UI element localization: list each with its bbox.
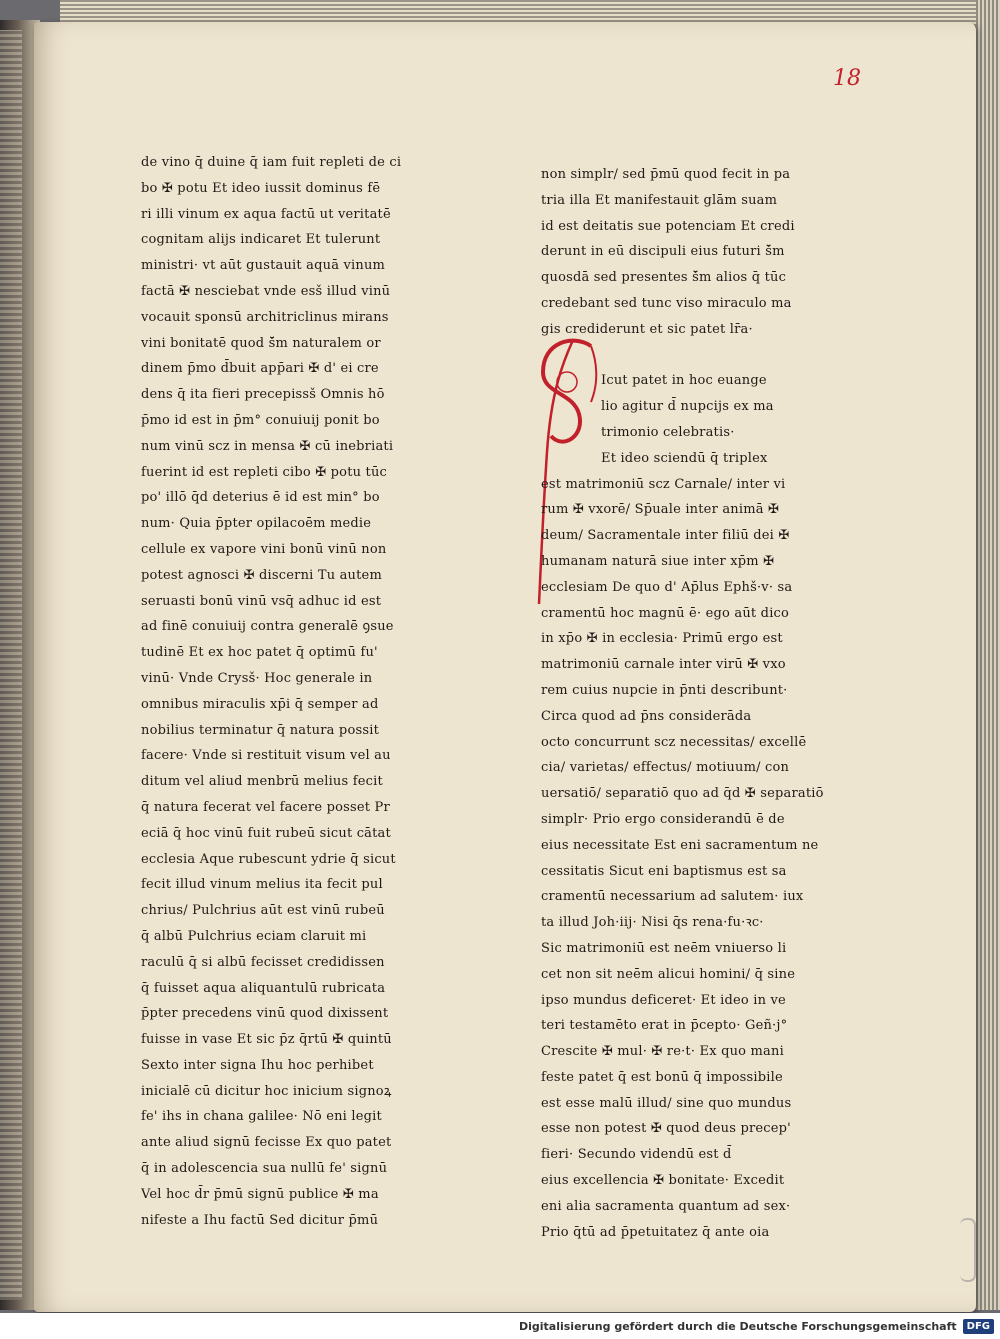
text-line: rum ✠ vxorē/ Sp̄uale inter animā ✠: [541, 502, 780, 518]
text-line: cramentū necessarium ad salutem· iux: [541, 889, 804, 905]
text-line: num· Quia p̄pter opilacoēm medie: [141, 516, 372, 532]
text-line: q̄ natura fecerat vel facere posset Pr: [141, 799, 390, 815]
text-line: octo concurrunt scz necessitas/ excellē: [541, 734, 807, 750]
text-line: bo ✠ potu Et ideo iussit dominus fē: [141, 180, 381, 196]
text-line: Vel hoc d̄r p̄mū signū publice ✠ ma: [141, 1186, 379, 1202]
text-line: gis crediderunt et sic patet lr̄a·: [541, 321, 753, 337]
text-line: nobilius terminatur q̄ natura possit: [141, 722, 379, 738]
text-line: cramentū hoc magnū ē· ego aūt dico: [541, 605, 790, 621]
text-line: rem cuius nupcie in p̄nti describunt·: [541, 682, 788, 698]
text-line: Sic matrimoniū est neēm vniuerso li: [541, 940, 787, 956]
text-line: est esse malū illud/ sine quo mundus: [541, 1095, 792, 1111]
text-line: Sexto inter signa Ihu hoc perhibet: [141, 1057, 374, 1073]
text-line: ta illud Joh·iij· Nisi q̄s rena·fu·ꝛc·: [541, 915, 764, 931]
text-line: Et ideo sciendū q̄ triplex: [601, 450, 768, 466]
text-line: num vinū scz in mensa ✠ cū inebriati: [141, 438, 394, 454]
text-line: fecit illud vinum melius ita fecit pul: [141, 877, 383, 893]
text-line: credebant sed tunc viso miraculo ma: [541, 295, 792, 311]
dfg-logo: DFG: [963, 1319, 994, 1334]
text-line: Prio q̄tū ad p̄petuitatez q̄ ante oia: [541, 1224, 770, 1240]
text-line: Icut patet in hoc euange: [601, 373, 767, 389]
text-line: dens q̄ ita fieri precepissš Omnis hō: [141, 387, 385, 403]
text-line: inicialē cū dicitur hoc inicium signoꝝ: [141, 1083, 392, 1099]
footer-credit: Digitalisierung gefördert durch die Deutsche Forschungsgemeinschaft: [518, 1319, 957, 1333]
text-line: p̄mo id est in p̄m° conuiuij ponit bo: [141, 412, 380, 428]
text-line: ecclesia Aque rubescunt ydrie q̄ sicut: [141, 851, 396, 867]
text-line: in xp̄o ✠ in ecclesia· Primū ergo est: [541, 631, 783, 647]
text-line: ditum vel aliud menbrū melius fecit: [141, 774, 383, 790]
text-line: de vino q̄ duine q̄ iam fuit repleti de ci: [141, 155, 402, 170]
text-line: trimonio celebratis·: [601, 424, 735, 440]
text-line: quosdā sed presentes š̄m alios q̄ tūc: [541, 270, 787, 286]
text-line: Circa quod ad p̄ns considerāda: [541, 708, 752, 724]
text-line: cellule ex vapore vini bonū vinū non: [141, 541, 387, 557]
text-line: eius necessitate Est eni sacramentum ne: [541, 837, 819, 853]
text-line: q̄ in adolescencia sua nullū fe' signū: [141, 1161, 388, 1177]
text-line: nifeste a Ihu factū Sed dicitur p̄mū: [141, 1212, 379, 1228]
text-line: cessitatis Sicut eni baptismus est sa: [541, 863, 787, 879]
footer-bar: [0, 1313, 1000, 1339]
text-line: potest agnosci ✠ discerni Tu autem: [141, 567, 382, 583]
text-line: ministri· vt aūt gustauit aquā vinum: [141, 258, 386, 274]
text-line: p̄pter precedens vinū quod dixissent: [141, 1006, 389, 1022]
text-line: [541, 343, 841, 369]
text-line: vinū· Vnde Crysš· Hoc generale in: [141, 670, 373, 686]
text-line: fuisse in vase Et sic p̄z q̄rtū ✠ quintū: [141, 1032, 392, 1048]
text-line: fuerint id est repleti cibo ✠ potu tūc: [141, 464, 388, 480]
text-line: cet non sit neēm alicui homini/ q̄ sine: [541, 966, 796, 982]
text-line: eius excellencia ✠ bonitate· Excedit: [541, 1173, 785, 1189]
text-line: factā ✠ nesciebat vnde esš illud vinū: [141, 283, 391, 299]
text-line: q̄ albū Pulchrius eciam claruit mi: [141, 928, 367, 944]
text-line: ri illi vinum ex aqua factū ut veritatē: [141, 206, 391, 222]
binding-edge: [0, 30, 22, 1300]
text-line: deum/ Sacramentale inter filiū dei ✠: [541, 528, 790, 544]
text-line: raculū q̄ si albū fecisset credidissen: [141, 954, 385, 970]
text-line: simplr· Prio ergo considerandū ē de: [541, 811, 785, 827]
text-line: ipso mundus deficeret· Et ideo in ve: [541, 992, 786, 1008]
text-line: po' illō q̄d deterius ē id est min° bo: [141, 490, 380, 506]
text-line: est matrimoniū scz Carnale/ inter vi: [541, 476, 786, 492]
page-clip: [960, 1218, 976, 1282]
text-line: tudinē Et ex hoc patet q̄ optimū fu': [141, 645, 378, 661]
page-stack-right: [976, 0, 1000, 1310]
text-line: vini bonitatē quod š̄m naturalem or: [141, 335, 381, 351]
text-line: id est deitatis sue potenciam Et credi: [541, 218, 795, 234]
text-line: vocauit sponsū architriclinus mirans: [141, 309, 389, 325]
text-line: ad finē conuiuij contra generalē ꝯsue: [141, 619, 394, 635]
right-text-column: [541, 162, 841, 1245]
text-line: non simplr/ sed p̄mū quod fecit in pa: [541, 167, 791, 182]
text-line: chrius/ Pulchrius aūt est vinū rubeū: [141, 903, 385, 919]
left-text-column: [141, 150, 441, 1233]
text-line: cognitam alijs indicaret Et tulerunt: [141, 232, 381, 248]
text-line: ante aliud signū fecisse Ex quo patet: [141, 1135, 392, 1151]
text-line: teri testamēto erat in p̄cepto· Geñ·j°: [541, 1018, 788, 1034]
text-line: ecclesiam De quo d' Ap̄lus Ephš·v· sa: [541, 579, 793, 595]
text-line: fieri· Secundo videndū est d̄: [541, 1147, 732, 1163]
text-line: lio agitur d̄ nupcijs ex ma: [601, 399, 774, 415]
text-line: tria illa Et manifestauit glām suam: [541, 192, 778, 208]
text-line: facere· Vnde si restituit visum vel au: [141, 748, 391, 764]
text-line: cia/ varietas/ effectus/ motiuum/ con: [541, 760, 790, 776]
folio-number: 18: [833, 66, 861, 91]
text-line: feste patet q̄ est bonū q̄ impossibile: [541, 1069, 783, 1085]
text-line: eciā q̄ hoc vinū fuit rubeū sicut cātat: [141, 825, 391, 841]
text-line: omnibus miraculis xp̄i q̄ semper ad: [141, 696, 379, 712]
text-line: esse non potest ✠ quod deus precep': [541, 1121, 791, 1137]
text-line: dinem p̄mo d̄buit app̄ari ✠ d' ei cre: [141, 361, 379, 377]
text-line: matrimoniū carnale inter virū ✠ vxo: [541, 657, 786, 673]
text-line: seruasti bonū vinū vsq̄ adhuc id est: [141, 593, 382, 609]
text-line: Crescite ✠ mul· ✠ re·t· Ex quo mani: [541, 1044, 784, 1060]
text-line: q̄ fuisset aqua aliquantulū rubricata: [141, 980, 386, 996]
text-line: derunt in eū discipuli eius futuri š̄m: [541, 244, 785, 260]
text-line: fe' ihs in chana galilee· Nō eni legit: [141, 1109, 382, 1125]
text-line: humanam naturā siue inter xp̄m ✠: [541, 553, 775, 569]
text-line: eni alia sacramenta quantum ad sex·: [541, 1198, 791, 1214]
text-line: uersatiō/ separatiō quo ad q̄d ✠ separatiō: [541, 786, 824, 802]
